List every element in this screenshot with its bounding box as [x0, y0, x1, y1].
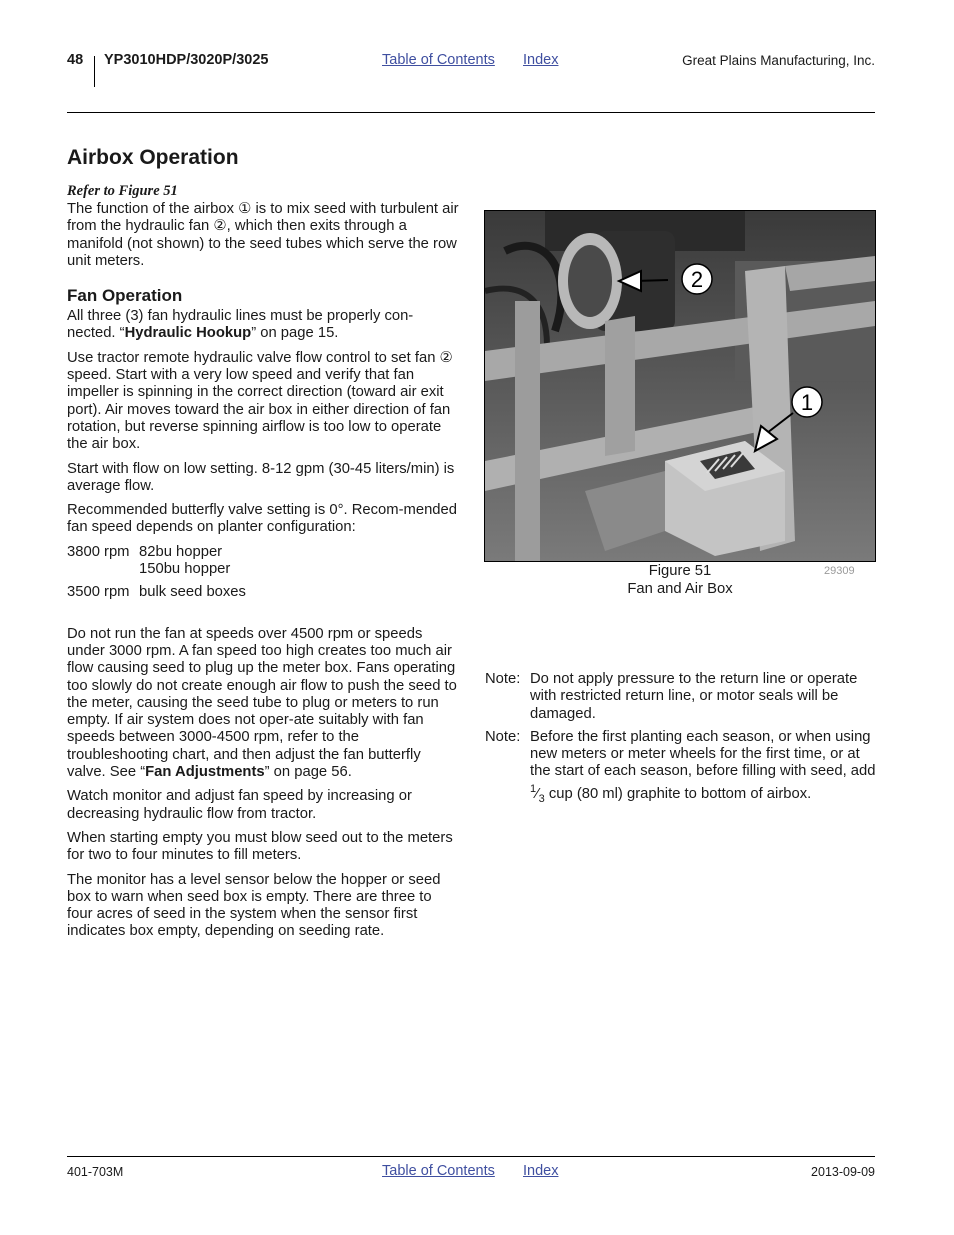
speed-limit-text: Do not run the fan at speeds over 4500 rpm or speeds under 3000 rpm. A fan speed too high creates too much air flow causing seed to plug up the meter box. Fans operating too slowly do not create enough air flow to push the seed to the meter, causing the seed tube to plug or meters to run empty. If air system does not oper-ate suitably with fan speeds between 3000-4500 rpm, refer to the troubleshooting chart, and then adjust the fan butterfly valve. See “ [67, 625, 457, 781]
rpm-desc: 150bu hopper [139, 561, 231, 578]
company-name: Great Plains Manufacturing, Inc. [682, 53, 875, 68]
note-label: Note: [485, 671, 521, 687]
flow-paragraph: Start with flow on low setting. 8-12 gpm (30-45 liters/min) is average flow. [67, 460, 455, 494]
speed-limit-paragraph [67, 626, 459, 782]
sensor-paragraph: The monitor has a level sensor below the hopper or seed box to warn when seed box is empty. There are three to four acres of seed in the system when the sensor first indicates box empty, depending on seeding rate. [67, 871, 441, 940]
speed-paragraph: Use tractor remote hydraulic valve flow control to set fan ② speed. Start with a very low speed and verify that fan impeller is spinning in the correct direction (toward air exit port). Air moves toward the air box in either direction of fan rotation, but reverse spinning airflow is too low to operate the air box. [67, 349, 453, 453]
doc-date: 2013-09-09 [811, 1165, 875, 1179]
note-graphite-text: Before the first planting each season, or when using new meters or meter wheels for the first time, or at the start of each season, before filling with seed, add [530, 728, 876, 780]
rpm-value: 3500 rpm [67, 584, 130, 601]
note-label: Note: [485, 728, 521, 745]
figure-reference: Refer to Figure 51 [67, 183, 178, 199]
note-return-line [485, 671, 877, 723]
doc-number: 401-703M [67, 1165, 124, 1179]
rpm-value: 3800 rpm [67, 543, 130, 560]
starting-paragraph: When starting empty you must blow seed out to the meters for two to four minutes to fill meters. [67, 829, 453, 864]
header-index-link[interactable]: Index [523, 52, 559, 68]
fraction-denominator: 3 [538, 792, 545, 805]
intro-paragraph: The function of the airbox ① is to mix seed with turbulent air from the hydraulic fan ②, which then exits through a manifold (not shown) to the seed tubes which serve the row unit meters. [67, 201, 459, 269]
rpm-row [67, 561, 459, 578]
figure-photo [484, 210, 876, 562]
right-column [485, 671, 877, 814]
fan-operation-title: Fan Operation [67, 286, 183, 306]
note-graphite [485, 729, 877, 808]
figure-number: 29309 [824, 565, 855, 577]
footer-rule [67, 1156, 875, 1157]
hookup-page: ” on page 15. [251, 325, 339, 342]
fraction: $^1⁄_3$ [530, 782, 545, 805]
model-title: YP3010HDP/3020P/3025 [104, 52, 269, 68]
valve-paragraph: Recommended butterfly valve setting is 0°. Recom-mended fan speed depends on planter configuration: [67, 502, 457, 536]
speed-limit-page: ” on page 56. [264, 764, 352, 781]
header-rule [67, 112, 875, 113]
speed-limit-bold: Fan Adjustments [145, 764, 265, 781]
hookup-paragraph [67, 308, 459, 343]
rpm-table [67, 544, 459, 602]
rpm-row [67, 584, 459, 601]
footer-toc-link[interactable]: Table of Contents [382, 1163, 495, 1179]
header-divider [94, 56, 95, 87]
monitor-paragraph: Watch monitor and adjust fan speed by increasing or decreasing hydraulic flow from tractor. [67, 788, 412, 822]
fraction-numerator: 1 [530, 782, 537, 795]
callout-1-label: 1 [800, 390, 814, 415]
hookup-text: All three (3) fan hydraulic lines must be properly con-nected. “ [67, 308, 414, 342]
figure-caption [584, 563, 776, 598]
airbox-photo-illustration [485, 211, 875, 561]
figure-label: Figure 51 [648, 563, 712, 579]
header-toc-link[interactable]: Table of Contents [382, 52, 495, 68]
note-text: Do not apply pressure to the return line or operate with restricted return line, or motor seals will be damaged. [530, 671, 858, 722]
rpm-desc: 82bu hopper [139, 543, 223, 560]
page-number: 48 [67, 52, 84, 68]
note-graphite-amount: cup (80 ml) graphite to bottom of airbox. [544, 785, 812, 802]
section-title: Airbox Operation [67, 146, 239, 169]
note-text [530, 729, 877, 808]
figure-title: Fan and Air Box [627, 580, 733, 597]
rpm-value [67, 561, 139, 578]
footer-index-link[interactable]: Index [523, 1163, 559, 1179]
callout-2-label: 2 [690, 267, 704, 292]
rpm-desc: bulk seed boxes [139, 584, 246, 601]
hookup-bold: Hydraulic Hookup [124, 325, 252, 342]
left-column [67, 201, 459, 948]
rpm-row [67, 544, 459, 561]
